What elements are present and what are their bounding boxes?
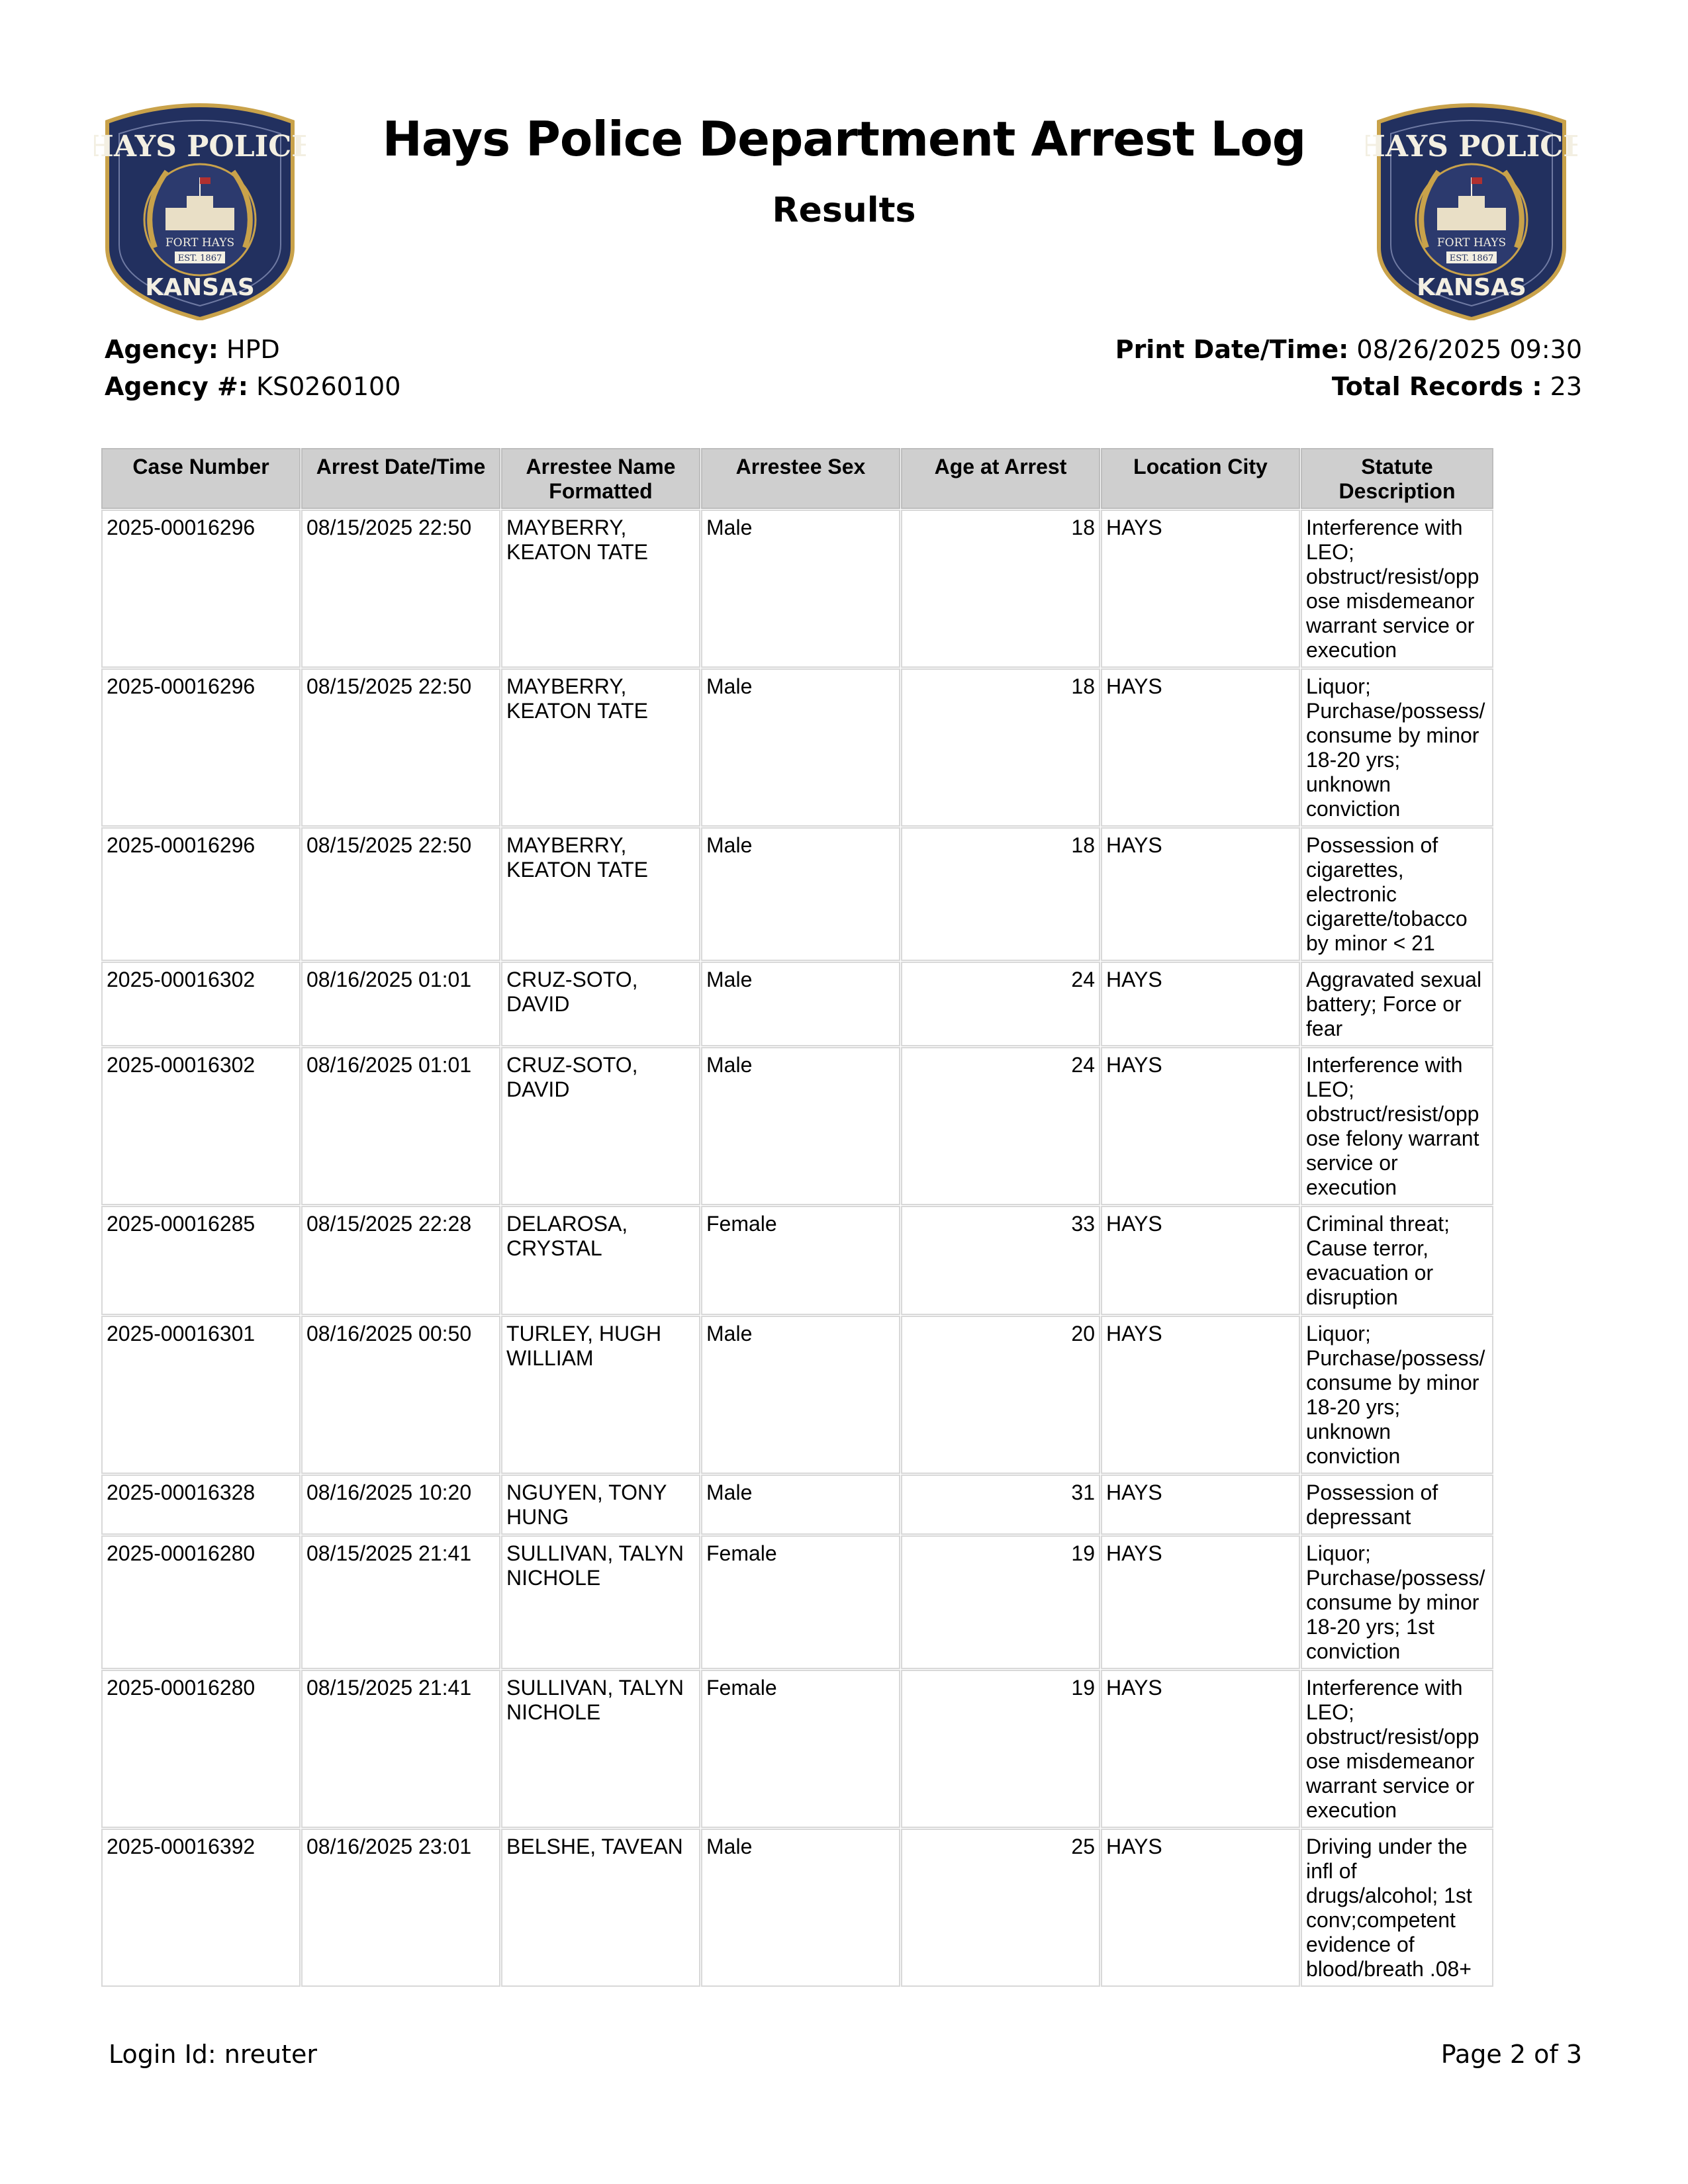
cell-location-city: HAYS — [1102, 963, 1299, 1045]
cell-arrest-datetime: 08/15/2025 22:50 — [303, 829, 499, 960]
column-header-arrest-datetime: Arrest Date/Time — [303, 449, 499, 508]
agency-value: HPD — [226, 335, 280, 364]
cell-statute: Liquor; Purchase/possess/ consume by minor 18-20 yrs; 1st conviction — [1302, 1537, 1492, 1668]
cell-age: 19 — [902, 1671, 1099, 1827]
agency-line — [105, 331, 400, 368]
agency-number-value: KS0260100 — [256, 372, 401, 401]
table-row — [103, 829, 1492, 960]
cell-location-city: HAYS — [1102, 670, 1299, 825]
cell-case-number: 2025-00016392 — [103, 1830, 299, 1985]
cell-arrest-datetime: 08/15/2025 22:50 — [303, 670, 499, 825]
cell-location-city: HAYS — [1102, 1476, 1299, 1533]
cell-location-city: HAYS — [1102, 1207, 1299, 1314]
agency-number-line — [105, 368, 400, 405]
cell-arrest-datetime: 08/16/2025 10:20 — [303, 1476, 499, 1533]
cell-arrestee-name: TURLEY, HUGH WILLIAM — [502, 1317, 699, 1473]
cell-location-city: HAYS — [1102, 1830, 1299, 1985]
cell-arrest-datetime: 08/15/2025 21:41 — [303, 1671, 499, 1827]
cell-arrestee-name: MAYBERRY, KEATON TATE — [502, 829, 699, 960]
print-info — [1115, 331, 1582, 405]
cell-age: 18 — [902, 511, 1099, 666]
cell-location-city: HAYS — [1102, 1048, 1299, 1204]
column-header-statute: Statute Description — [1302, 449, 1492, 508]
cell-location-city: HAYS — [1102, 829, 1299, 960]
cell-statute: Liquor; Purchase/possess/ consume by minor 18-20 yrs; unknown conviction — [1302, 1317, 1492, 1473]
page-title: Hays Police Department Arrest Log — [382, 111, 1306, 167]
cell-arrestee-name: MAYBERRY, KEATON TATE — [502, 670, 699, 825]
column-header-arrestee-name: Arrestee Name Formatted — [502, 449, 699, 508]
cell-statute: Driving under the infl of drugs/alcohol; 1st conv;competent evidence of blood/breath .08+ — [1302, 1830, 1492, 1985]
cell-statute: Possession of cigarettes, electronic cigarette/tobacco by minor < 21 — [1302, 829, 1492, 960]
page-subtitle: Results — [772, 191, 916, 230]
cell-arrestee-sex: Female — [702, 1537, 899, 1668]
cell-case-number: 2025-00016328 — [103, 1476, 299, 1533]
cell-arrest-datetime: 08/15/2025 22:50 — [303, 511, 499, 666]
total-records-value: 23 — [1550, 372, 1582, 401]
cell-location-city: HAYS — [1102, 1317, 1299, 1473]
table-row — [103, 1476, 1492, 1533]
cell-arrestee-sex: Male — [702, 511, 899, 666]
badge-top-text: HAYS POLICE — [94, 130, 306, 163]
badge-bottom-text: KANSAS — [1417, 274, 1526, 301]
badge-top-text: HAYS POLICE — [1366, 130, 1577, 163]
arrest-log-table — [99, 446, 1495, 1989]
cell-statute: Interference with LEO; obstruct/resist/opp ose misdemeanor warrant service or execution — [1302, 511, 1492, 666]
cell-arrestee-sex: Male — [702, 1317, 899, 1473]
cell-arrest-datetime: 08/16/2025 00:50 — [303, 1317, 499, 1473]
cell-arrestee-sex: Male — [702, 1476, 899, 1533]
table-row — [103, 1048, 1492, 1204]
table-row — [103, 670, 1492, 825]
cell-arrestee-sex: Female — [702, 1671, 899, 1827]
table-row — [103, 511, 1492, 666]
cell-statute: Criminal threat; Cause terror, evacuation or disruption — [1302, 1207, 1492, 1314]
cell-arrestee-name: SULLIVAN, TALYN NICHOLE — [502, 1671, 699, 1827]
cell-case-number: 2025-00016285 — [103, 1207, 299, 1314]
cell-statute: Possession of depressant — [1302, 1476, 1492, 1533]
cell-arrestee-name: SULLIVAN, TALYN NICHOLE — [502, 1537, 699, 1668]
total-records-label: Total Records : — [1331, 372, 1542, 401]
cell-case-number: 2025-00016296 — [103, 511, 299, 666]
agency-number-label: Agency #: — [105, 372, 248, 401]
cell-arrest-datetime: 08/16/2025 01:01 — [303, 963, 499, 1045]
column-header-age: Age at Arrest — [902, 449, 1099, 508]
cell-arrestee-name: CRUZ-SOTO, DAVID — [502, 1048, 699, 1204]
cell-arrestee-name: MAYBERRY, KEATON TATE — [502, 511, 699, 666]
cell-arrest-datetime: 08/16/2025 01:01 — [303, 1048, 499, 1204]
print-datetime-line — [1115, 331, 1582, 368]
cell-arrestee-sex: Male — [702, 963, 899, 1045]
cell-age: 24 — [902, 963, 1099, 1045]
cell-age: 20 — [902, 1317, 1099, 1473]
column-header-case-number: Case Number — [103, 449, 299, 508]
cell-location-city: HAYS — [1102, 1671, 1299, 1827]
cell-location-city: HAYS — [1102, 511, 1299, 666]
cell-age: 33 — [902, 1207, 1099, 1314]
table-row — [103, 1671, 1492, 1827]
cell-age: 18 — [902, 670, 1099, 825]
badge-est-text: EST. 1867 — [177, 253, 222, 263]
badge-middle-text: FORT HAYS — [1436, 236, 1507, 250]
cell-arrest-datetime: 08/15/2025 22:28 — [303, 1207, 499, 1314]
cell-case-number: 2025-00016301 — [103, 1317, 299, 1473]
page-number: Page 2 of 3 — [1440, 2040, 1582, 2069]
agency-label: Agency: — [105, 335, 218, 364]
cell-arrestee-name: NGUYEN, TONY HUNG — [502, 1476, 699, 1533]
table-row — [103, 963, 1492, 1045]
table-row — [103, 1317, 1492, 1473]
cell-case-number: 2025-00016302 — [103, 963, 299, 1045]
cell-statute: Aggravated sexual battery; Force or fear — [1302, 963, 1492, 1045]
column-header-arrestee-sex: Arrestee Sex — [702, 449, 899, 508]
cell-case-number: 2025-00016280 — [103, 1671, 299, 1827]
cell-arrestee-sex: Male — [702, 1830, 899, 1985]
cell-arrestee-name: DELAROSA, CRYSTAL — [502, 1207, 699, 1314]
print-datetime-label: Print Date/Time: — [1115, 335, 1349, 364]
table-row — [103, 1537, 1492, 1668]
badge-bottom-text: KANSAS — [145, 274, 255, 301]
cell-arrest-datetime: 08/15/2025 21:41 — [303, 1537, 499, 1668]
cell-age: 24 — [902, 1048, 1099, 1204]
cell-case-number: 2025-00016302 — [103, 1048, 299, 1204]
cell-location-city: HAYS — [1102, 1537, 1299, 1668]
cell-age: 18 — [902, 829, 1099, 960]
cell-age: 31 — [902, 1476, 1099, 1533]
cell-case-number: 2025-00016296 — [103, 670, 299, 825]
cell-age: 19 — [902, 1537, 1099, 1668]
login-id: Login Id: nreuter — [109, 2040, 318, 2069]
print-datetime-value: 08/26/2025 09:30 — [1356, 335, 1582, 364]
cell-arrestee-name: BELSHE, TAVEAN — [502, 1830, 699, 1985]
cell-arrestee-sex: Male — [702, 1048, 899, 1204]
table-header-row — [103, 449, 1492, 508]
cell-arrestee-sex: Female — [702, 1207, 899, 1314]
column-header-location-city: Location City — [1102, 449, 1299, 508]
cell-age: 25 — [902, 1830, 1099, 1985]
cell-arrestee-sex: Male — [702, 829, 899, 960]
cell-arrest-datetime: 08/16/2025 23:01 — [303, 1830, 499, 1985]
agency-info — [105, 331, 400, 405]
table-row — [103, 1207, 1492, 1314]
cell-case-number: 2025-00016296 — [103, 829, 299, 960]
badge-middle-text: FORT HAYS — [165, 236, 235, 250]
cell-arrestee-name: CRUZ-SOTO, DAVID — [502, 963, 699, 1045]
cell-statute: Liquor; Purchase/possess/ consume by minor 18-20 yrs; unknown conviction — [1302, 670, 1492, 825]
table-row — [103, 1830, 1492, 1985]
cell-statute: Interference with LEO; obstruct/resist/opp ose misdemeanor warrant service or execution — [1302, 1671, 1492, 1827]
cell-statute: Interference with LEO; obstruct/resist/opp ose felony warrant service or execution — [1302, 1048, 1492, 1204]
total-records-line — [1115, 368, 1582, 405]
cell-arrestee-sex: Male — [702, 670, 899, 825]
cell-case-number: 2025-00016280 — [103, 1537, 299, 1668]
badge-est-text: EST. 1867 — [1449, 253, 1494, 263]
